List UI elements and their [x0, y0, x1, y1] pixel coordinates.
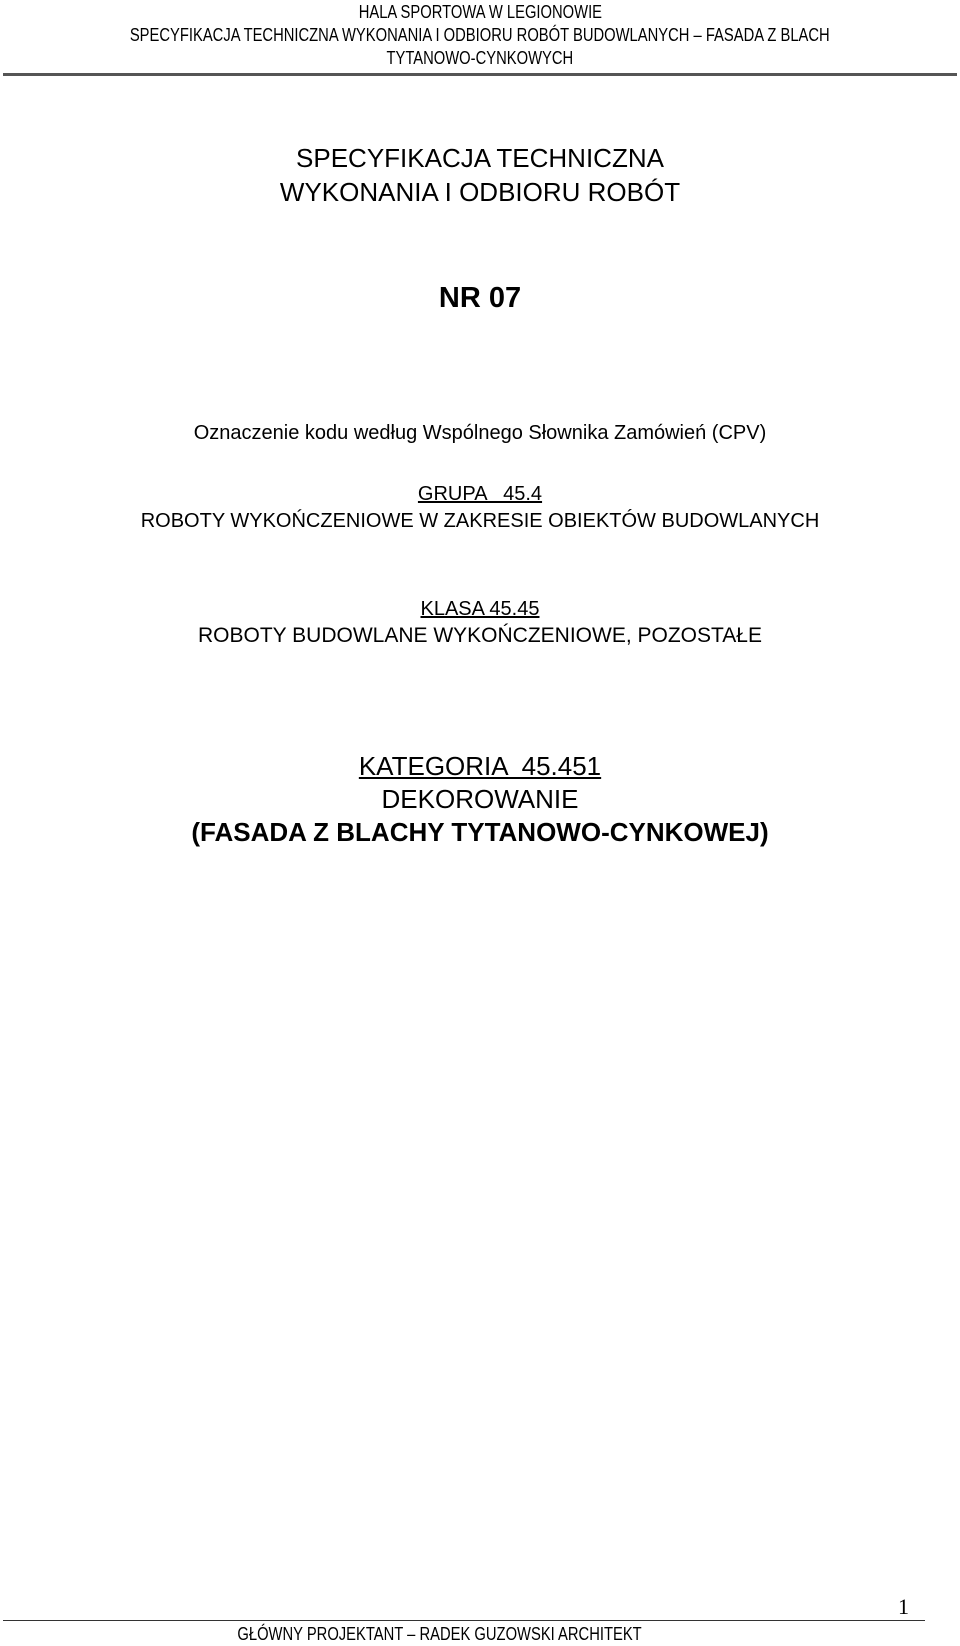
category-detail: (FASADA Z BLACHY TYTANOWO-CYNKOWEJ) [191, 817, 769, 847]
title-line-2: WYKONANIA I ODBIORU ROBÓT [279, 177, 681, 207]
spec-number: NR 07 [438, 282, 522, 314]
group-code: GRUPA 45.4 [417, 483, 543, 505]
class-name: ROBOTY BUDOWLANE WYKOŃCZENIOWE, POZOSTAŁE [198, 624, 762, 647]
category-name: DEKOROWANIE [381, 784, 579, 814]
group-name: ROBOTY WYKOŃCZENIOWE W ZAKRESIE OBIEKTÓW BUDOWLANYCH [140, 510, 820, 532]
footer-text: GŁÓWNY PROJEKTANT – RADEK GUZOWSKI ARCHITEKT [237, 1624, 643, 1644]
cpv-intro: Oznaczenie kodu według Wspólnego Słownika Zamówień (CPV) [193, 422, 767, 444]
header-divider [3, 73, 957, 76]
class-code: KLASA 45.45 [420, 598, 540, 620]
header-line-2: SPECYFIKACJA TECHNICZNA WYKONANIA I ODBIORU ROBÓT BUDOWLANYCH – FASADA Z BLACH [130, 25, 830, 45]
page-number: 1 [898, 1594, 909, 1619]
title-line-1: SPECYFIKACJA TECHNICZNA [296, 143, 664, 173]
header-line-1: HALA SPORTOWA W LEGIONOWIE [358, 2, 602, 22]
header-line-3: TYTANOWO-CYNKOWYCH [386, 48, 574, 68]
category-code: KATEGORIA 45.451 [358, 751, 602, 781]
footer-divider [3, 1620, 925, 1621]
